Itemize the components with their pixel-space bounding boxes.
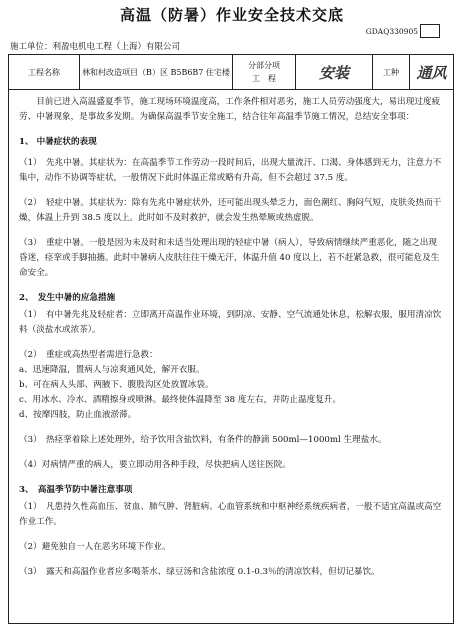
document-title: 高温（防暑）作业安全技术交底: [119, 6, 344, 24]
section-2-item-3: （3） 热痉挛着除上述处理外，给予饮用含盐饮料，有条件的静滴 500ml—1000ml 生理盐水。: [19, 435, 387, 445]
section-2-item-1: （1） 有中暑先兆及轻症者：立即离开高温作业环境，到阴凉、安静、空气流通处休息，松解衣服，服用清凉饮料（淡盐水或浓茶）。: [19, 310, 442, 335]
sub-project-label: [233, 55, 296, 89]
section-2-sub-c: c、用冰水、冷水、酒精擦身或喷淋。最终使体温降至 38 度左右，并防止温度复升。: [19, 395, 341, 405]
sub-project-label-line1: 分部分项: [248, 61, 280, 70]
section-2-title: 2、 发生中暑的应急措施: [19, 293, 116, 303]
trade-signature: [410, 55, 453, 89]
sub-project-signature-text: 安装: [318, 63, 349, 82]
section-2-sub-b: b、可在病人头部、两腋下、腹股沟区处放置冰袋。: [19, 380, 214, 390]
doc-code: [366, 24, 440, 38]
doc-code-box: [420, 24, 440, 38]
section-1-title: 1、 中暑症状的表现: [19, 137, 97, 147]
section-3-item-3: （3） 露天和高温作业者应多喝茶水、绿豆汤和含盐浓度 0.1-0.3％的清凉饮料，但切记暴饮。: [19, 567, 380, 577]
construction-unit: 施工单位：利盈电机电工程（上海）有限公司: [10, 42, 181, 52]
sub-project-label-line2: 工 程: [252, 74, 276, 83]
project-name-value: 林和村改造项目（B）区 B5B6B7 住宅楼: [80, 55, 233, 89]
section-2-item-4: （4）对病情严重的病人，要立即动用各种手段，尽快把病人送往医院。: [19, 460, 291, 470]
section-2-sub-d: d、按摩四肢，防止血液淤滞。: [19, 410, 137, 420]
section-1-item-1: （1） 先兆中暑。其症状为：在高温季节工作劳动一段时间后，出现大量流汗、口渴、身体感到无力，注意力不集中，动作不协调等症状，一般情况下此时体温正常或略有升高，但不会超过 37.5 度。: [19, 158, 442, 183]
disclosure-table: [8, 54, 454, 624]
section-3-item-1: （1） 凡患持久性高血压、贫血、肺气肿、肾脏病、心血管系统和中枢神经系统疾病者，一般不适宜高温或高空作业工作。: [19, 502, 442, 527]
section-3-item-2: （2）避免独自一人在恶劣环境下作业。: [19, 542, 171, 552]
section-1-item-2: （2） 轻症中暑。其症状为：除有先兆中暑症状外，还可能出现头晕乏力，面色潮红、胸闷气短，皮肤灸热而干燥，体温上升到 38.5 度以上。此时如不及时救护，就会发生热晕厥或热虚脱。: [19, 198, 442, 223]
sub-project-signature: [296, 55, 373, 89]
section-2-sub-a: a、迅速降温，置病人与凉爽通风处，解开衣服。: [19, 365, 205, 375]
project-name-label: 工程名称: [9, 55, 80, 89]
doc-code-text: GDAQ330905: [365, 26, 418, 36]
trade-signature-text: 通风: [416, 63, 447, 82]
section-3-title: 3、 高温季节防中暑注意事项: [19, 485, 133, 495]
intro-paragraph: 目前已进入高温盛夏季节，施工现场环境温度高，工作条件相对恶劣，施工人员劳动强度大，易出现过度疲劳、中暑现象，是事故多发期。为确保高温季节安全施工，结合往年高温季节施工情况，总结安全事项：: [19, 97, 441, 122]
table-header-row: [9, 55, 453, 90]
section-2-item-2: （2） 重症或高热型者需进行急救：: [19, 350, 158, 360]
trade-label: 工种: [373, 55, 410, 89]
section-1-item-3: （3） 重症中暑。一般是因为未及时和未适当处理出现的轻症中暑（病人），导致病情继续严重恶化，随之出现昏迷，痉挛或手脚抽搐。此时中暑病人皮肤往往干燥无汗，体温升值 40 度以上，若不赶紧急救，很可能危及生命安全。: [19, 238, 440, 278]
disclosure-content: [9, 89, 453, 586]
